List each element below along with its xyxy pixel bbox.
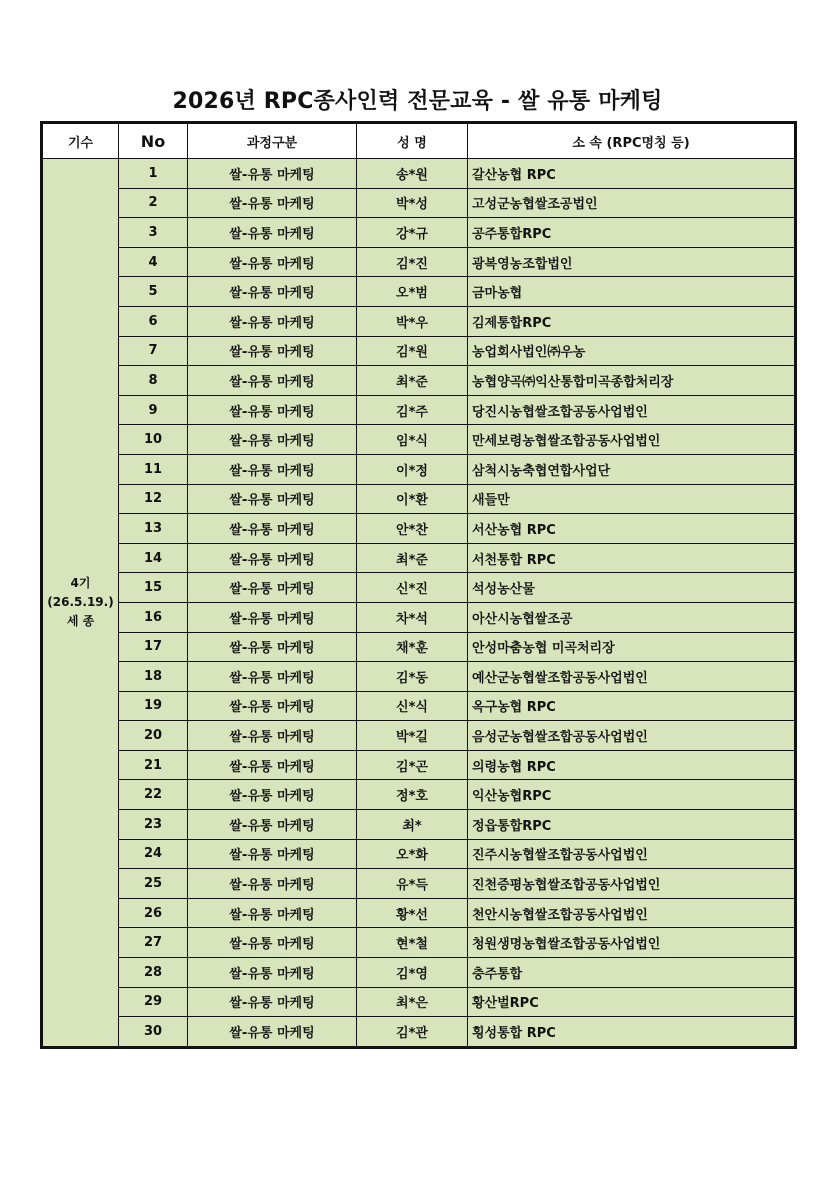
row-affiliation: 당진시농협쌀조합공동사업법인 <box>468 395 796 425</box>
row-name: 김*주 <box>357 395 468 425</box>
row-affiliation: 공주통합RPC <box>468 218 796 248</box>
row-affiliation: 갈산농협 RPC <box>468 159 796 189</box>
row-no: 8 <box>119 366 188 396</box>
row-affiliation: 횡성통합 RPC <box>468 1017 796 1048</box>
table-row <box>42 691 796 721</box>
row-no: 15 <box>119 573 188 603</box>
header-affiliation: 소 속 (RPC명칭 등) <box>468 123 796 159</box>
row-no: 25 <box>119 869 188 899</box>
table-row <box>42 484 796 514</box>
row-course: 쌀-유통 마케팅 <box>188 188 357 218</box>
row-affiliation: 새들만 <box>468 484 796 514</box>
row-no: 4 <box>119 247 188 277</box>
row-course: 쌀-유통 마케팅 <box>188 1017 357 1048</box>
row-no: 30 <box>119 1017 188 1048</box>
table-row <box>42 958 796 988</box>
row-course: 쌀-유통 마케팅 <box>188 662 357 692</box>
row-course: 쌀-유통 마케팅 <box>188 721 357 751</box>
row-course: 쌀-유통 마케팅 <box>188 958 357 988</box>
row-no: 16 <box>119 602 188 632</box>
row-course: 쌀-유통 마케팅 <box>188 247 357 277</box>
row-name: 김*곤 <box>357 750 468 780</box>
row-course: 쌀-유통 마케팅 <box>188 484 357 514</box>
table-row <box>42 721 796 751</box>
table-row <box>42 632 796 662</box>
row-affiliation: 천안시농협쌀조합공동사업법인 <box>468 898 796 928</box>
row-course: 쌀-유통 마케팅 <box>188 928 357 958</box>
row-no: 12 <box>119 484 188 514</box>
row-name: 박*성 <box>357 188 468 218</box>
row-name: 김*원 <box>357 336 468 366</box>
row-course: 쌀-유통 마케팅 <box>188 810 357 840</box>
row-course: 쌀-유통 마케팅 <box>188 543 357 573</box>
row-no: 27 <box>119 928 188 958</box>
row-no: 20 <box>119 721 188 751</box>
row-course: 쌀-유통 마케팅 <box>188 395 357 425</box>
row-name: 최*은 <box>357 987 468 1017</box>
row-no: 17 <box>119 632 188 662</box>
row-no: 2 <box>119 188 188 218</box>
row-course: 쌀-유통 마케팅 <box>188 306 357 336</box>
table-row <box>42 662 796 692</box>
row-name: 오*범 <box>357 277 468 307</box>
row-affiliation: 진천증평농협쌀조합공동사업법인 <box>468 869 796 899</box>
table-row <box>42 306 796 336</box>
table-row <box>42 839 796 869</box>
table-row <box>42 810 796 840</box>
row-name: 황*선 <box>357 898 468 928</box>
row-affiliation: 옥구농협 RPC <box>468 691 796 721</box>
row-no: 28 <box>119 958 188 988</box>
table-row <box>42 336 796 366</box>
cohort-date: (26.5.19.) <box>47 594 114 609</box>
row-name: 이*정 <box>357 454 468 484</box>
row-course: 쌀-유통 마케팅 <box>188 691 357 721</box>
row-course: 쌀-유통 마케팅 <box>188 869 357 899</box>
row-affiliation: 서산농협 RPC <box>468 514 796 544</box>
row-course: 쌀-유통 마케팅 <box>188 573 357 603</box>
row-course: 쌀-유통 마케팅 <box>188 218 357 248</box>
row-no: 5 <box>119 277 188 307</box>
row-affiliation: 청원생명농협쌀조합공동사업법인 <box>468 928 796 958</box>
row-name: 최*준 <box>357 366 468 396</box>
row-affiliation: 음성군농협쌀조합공동사업법인 <box>468 721 796 751</box>
table-header-row <box>42 123 796 159</box>
row-course: 쌀-유통 마케팅 <box>188 898 357 928</box>
row-affiliation: 예산군농협쌀조합공동사업법인 <box>468 662 796 692</box>
table-row <box>42 277 796 307</box>
row-course: 쌀-유통 마케팅 <box>188 336 357 366</box>
table-row <box>42 750 796 780</box>
row-affiliation: 김제통합RPC <box>468 306 796 336</box>
table-row <box>42 987 796 1017</box>
row-no: 26 <box>119 898 188 928</box>
row-name: 최* <box>357 810 468 840</box>
row-no: 21 <box>119 750 188 780</box>
row-no: 13 <box>119 514 188 544</box>
cohort-cell <box>42 159 119 1048</box>
row-name: 유*득 <box>357 869 468 899</box>
row-no: 24 <box>119 839 188 869</box>
row-name: 임*식 <box>357 425 468 455</box>
row-no: 29 <box>119 987 188 1017</box>
row-no: 6 <box>119 306 188 336</box>
table-row <box>42 1017 796 1048</box>
table-row <box>42 188 796 218</box>
row-no: 3 <box>119 218 188 248</box>
row-course: 쌀-유통 마케팅 <box>188 839 357 869</box>
table-row <box>42 898 796 928</box>
row-affiliation: 충주통합 <box>468 958 796 988</box>
participant-table <box>40 121 797 1049</box>
table-row <box>42 573 796 603</box>
row-course: 쌀-유통 마케팅 <box>188 632 357 662</box>
row-affiliation: 광복영농조합법인 <box>468 247 796 277</box>
row-name: 신*식 <box>357 691 468 721</box>
row-name: 박*우 <box>357 306 468 336</box>
row-no: 14 <box>119 543 188 573</box>
row-name: 강*규 <box>357 218 468 248</box>
table-row <box>42 454 796 484</box>
row-no: 1 <box>119 159 188 189</box>
table-row <box>42 425 796 455</box>
row-affiliation: 삼척시농축협연합사업단 <box>468 454 796 484</box>
cohort-location: 세 종 <box>66 613 95 628</box>
table-row <box>42 514 796 544</box>
table-row <box>42 543 796 573</box>
row-name: 차*석 <box>357 602 468 632</box>
row-affiliation: 안성마춤농협 미곡처리장 <box>468 632 796 662</box>
row-affiliation: 금마농협 <box>468 277 796 307</box>
row-name: 김*영 <box>357 958 468 988</box>
table-row <box>42 366 796 396</box>
row-name: 신*진 <box>357 573 468 603</box>
row-course: 쌀-유통 마케팅 <box>188 602 357 632</box>
row-name: 김*관 <box>357 1017 468 1048</box>
row-course: 쌀-유통 마케팅 <box>188 514 357 544</box>
table-row <box>42 247 796 277</box>
row-course: 쌀-유통 마케팅 <box>188 366 357 396</box>
row-name: 송*원 <box>357 159 468 189</box>
table-row <box>42 602 796 632</box>
row-name: 현*철 <box>357 928 468 958</box>
page-title: 2026년 RPC종사인력 전문교육 - 쌀 유통 마케팅 <box>172 89 663 114</box>
row-course: 쌀-유통 마케팅 <box>188 454 357 484</box>
row-name: 채*훈 <box>357 632 468 662</box>
cohort-label: 4기 <box>70 575 91 590</box>
row-course: 쌀-유통 마케팅 <box>188 750 357 780</box>
header-course: 과정구분 <box>188 123 357 159</box>
row-name: 안*찬 <box>357 514 468 544</box>
row-course: 쌀-유통 마케팅 <box>188 159 357 189</box>
table-body <box>42 159 796 1048</box>
row-name: 박*길 <box>357 721 468 751</box>
table-row <box>42 928 796 958</box>
row-affiliation: 아산시농협쌀조공 <box>468 602 796 632</box>
row-name: 오*화 <box>357 839 468 869</box>
row-no: 23 <box>119 810 188 840</box>
row-no: 9 <box>119 395 188 425</box>
row-no: 18 <box>119 662 188 692</box>
header-name: 성 명 <box>357 123 468 159</box>
header-no: No <box>119 123 188 159</box>
row-affiliation: 황산벌RPC <box>468 987 796 1017</box>
row-no: 10 <box>119 425 188 455</box>
row-name: 최*준 <box>357 543 468 573</box>
row-affiliation: 진주시농협쌀조합공동사업법인 <box>468 839 796 869</box>
row-affiliation: 만세보령농협쌀조합공동사업법인 <box>468 425 796 455</box>
row-course: 쌀-유통 마케팅 <box>188 425 357 455</box>
table-row <box>42 869 796 899</box>
row-course: 쌀-유통 마케팅 <box>188 780 357 810</box>
row-no: 11 <box>119 454 188 484</box>
row-name: 이*환 <box>357 484 468 514</box>
row-name: 김*진 <box>357 247 468 277</box>
row-course: 쌀-유통 마케팅 <box>188 987 357 1017</box>
row-affiliation: 서천통합 RPC <box>468 543 796 573</box>
row-affiliation: 익산농협RPC <box>468 780 796 810</box>
row-affiliation: 농협양곡㈜익산통합미곡종합처리장 <box>468 366 796 396</box>
row-affiliation: 고성군농협쌀조공법인 <box>468 188 796 218</box>
header-cohort: 기수 <box>42 123 119 159</box>
row-name: 김*동 <box>357 662 468 692</box>
row-no: 19 <box>119 691 188 721</box>
row-name: 정*호 <box>357 780 468 810</box>
row-no: 22 <box>119 780 188 810</box>
row-no: 7 <box>119 336 188 366</box>
table-row <box>42 395 796 425</box>
row-affiliation: 의령농협 RPC <box>468 750 796 780</box>
table-row <box>42 218 796 248</box>
row-course: 쌀-유통 마케팅 <box>188 277 357 307</box>
row-affiliation: 농업회사법인㈜우농 <box>468 336 796 366</box>
row-affiliation: 정읍통합RPC <box>468 810 796 840</box>
table-row <box>42 159 796 189</box>
table-row <box>42 780 796 810</box>
row-affiliation: 석성농산물 <box>468 573 796 603</box>
